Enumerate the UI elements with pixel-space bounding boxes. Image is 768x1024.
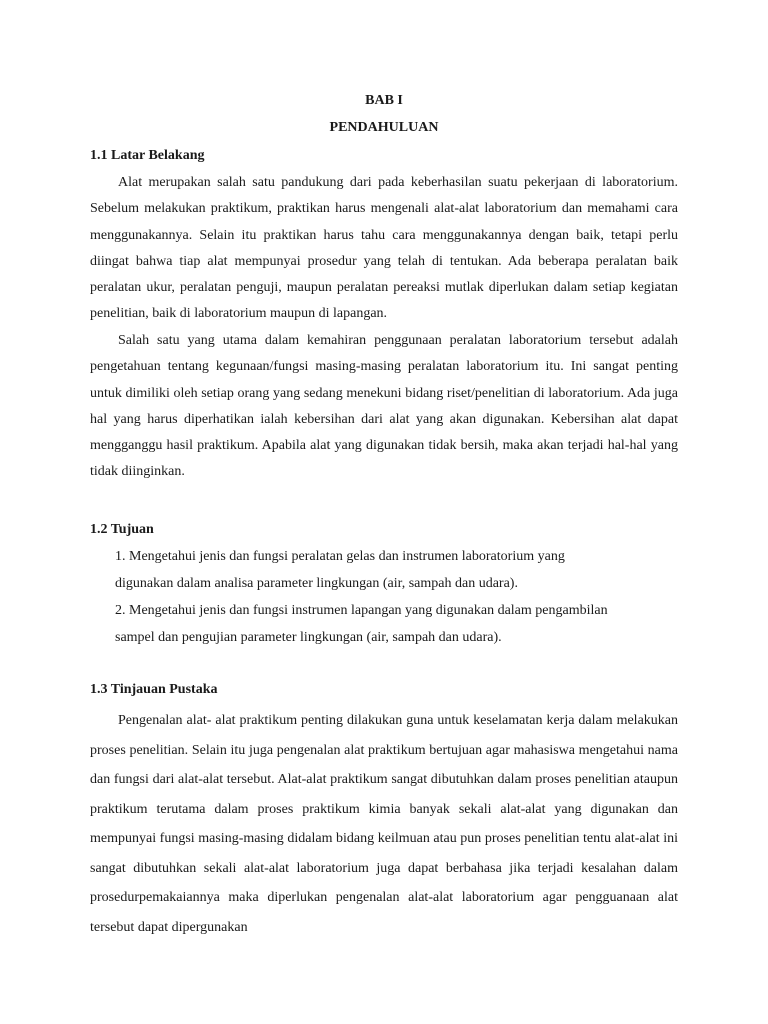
list-item-tujuan-2-line-1: 2. Mengetahui jenis dan fungsi instrumen lapangan yang digunakan dalam pengambilan bbox=[115, 603, 608, 618]
section-heading-latar-belakang: 1.1 Latar Belakang bbox=[90, 148, 205, 163]
paragraph-latar-belakang-1: Alat merupakan salah satu pandukung dari pada keberhasilan suatu pekerjaan di laboratorium. Sebelum melakukan praktikum, praktikan harus mengenali alat-alat laboratorium dan memahami cara menggunakannya. Selain itu praktikan harus tahu cara menggunakannya dengan baik, tetapi perlu diingat bahwa tiap alat mempunyai prosedur yang telah di tentukan. Ada beberapa peralatan baik peralatan ukur, peralatan penguji, maupun peralatan pereaksi mutlak diperlukan dalam setiap kegiatan penelitian, baik di laboratorium maupun di lapangan. bbox=[90, 175, 678, 322]
section-heading-tujuan: 1.2 Tujuan bbox=[90, 522, 154, 537]
chapter-number: BAB I bbox=[365, 93, 403, 108]
section-heading-tinjauan-pustaka: 1.3 Tinjauan Pustaka bbox=[90, 682, 218, 697]
list-item-tujuan-1-line-2: digunakan dalam analisa parameter lingkungan (air, sampah dan udara). bbox=[115, 576, 518, 591]
list-item-tujuan-2-line-2: sampel dan pengujian parameter lingkungan (air, sampah dan udara). bbox=[115, 630, 502, 645]
paragraph-tinjauan-pustaka: Pengenalan alat- alat praktikum penting dilakukan guna untuk keselamatan kerja dalam melakukan proses penelitian. Selain itu juga pengenalan alat praktikum bertujuan agar mahasiswa mengetahui nama dan fungsi dari alat-alat tersebut. Alat-alat praktikum sangat dibutuhkan dalam proses penelitian ataupun praktikum terutama dalam proses praktikum kimia banyak sekali alat-alat yang digunakan dan mempunyai fungsi masing-masing didalam bidang keilmuan atau pun proses penelitian tentu alat-alat ini sangat dibutuhkan sekali alat-alat laboratorium juga dapat berbahasa jika terjadi kesalahan dalam prosedurpemakaiannya maka diperlukan pengenalan alat-alat laboratorium agar pengguanaan alat tersebut dapat dipergunakan bbox=[90, 713, 678, 935]
list-item-tujuan-1-line-1: 1. Mengetahui jenis dan fungsi peralatan gelas dan instrumen laboratorium yang bbox=[115, 549, 565, 564]
paragraph-latar-belakang-2: Salah satu yang utama dalam kemahiran penggunaan peralatan laboratorium tersebut adalah pengetahuan tentang kegunaan/fungsi masing-masing peralatan laboratorium itu. Ini sangat penting untuk dimiliki oleh setiap orang yang sedang menekuni bidang riset/penelitian di laboratorium. Ada juga hal yang harus diperhatikan ialah kebersihan dari alat yang akan digunakan. Kebersihan alat dapat mengganggu hasil praktikum. Apabila alat yang digunakan tidak bersih, maka akan terjadi hal-hal yang tidak diinginkan. bbox=[90, 333, 678, 480]
chapter-title: PENDAHULUAN bbox=[329, 120, 439, 135]
